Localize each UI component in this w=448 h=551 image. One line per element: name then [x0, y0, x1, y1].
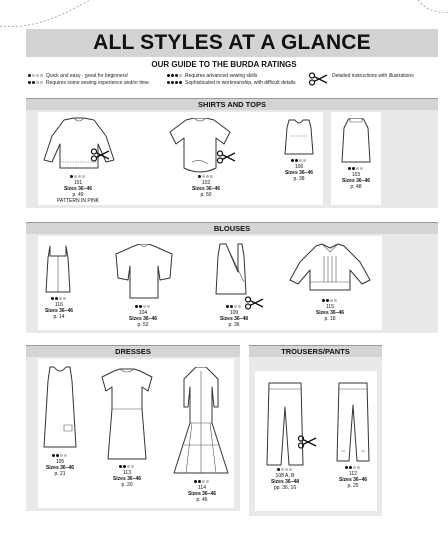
legend-item-5: Detailed instructions with illustrations [332, 73, 414, 79]
item-page: p. 25 [347, 483, 359, 489]
item-number: 116 [55, 302, 63, 308]
garment-109-illustration [210, 242, 252, 298]
item-sizes: Sizes 36–46 [112, 476, 142, 482]
rating-dots-icon [28, 73, 44, 79]
item-number: 101 [73, 180, 83, 186]
section-title: DRESSES [26, 345, 240, 357]
scissors-icon [308, 72, 328, 86]
section-blouses [26, 222, 438, 333]
legend-item-2: Requires some sewing experience and/or time [28, 80, 149, 86]
item-116-info [29, 296, 89, 320]
item-number: 114 [198, 485, 206, 491]
page-title: ALL STYLES AT A GLANCE [93, 31, 371, 54]
item-sizes: Sizes 36–46 [191, 186, 221, 192]
legend-item-1: Quick and easy - great for beginners! [28, 73, 128, 79]
garment-116-illustration [40, 244, 76, 296]
garment-106-illustration [279, 118, 319, 158]
section-trousers-pants [249, 345, 382, 516]
item-page: p. 48 [350, 184, 362, 190]
item-sizes: Sizes 36–48 [219, 316, 249, 322]
item-page: p. 20 [121, 482, 133, 488]
item-page: p. 36 [228, 322, 240, 328]
garment-115-illustration [288, 242, 372, 298]
scissors-icon [297, 435, 317, 449]
item-sizes: Sizes 36–46 [44, 308, 74, 314]
section-title: TROUSERS/PANTS [249, 345, 382, 357]
item-109-info [204, 304, 264, 328]
item-sizes: Sizes 36–46 [315, 310, 345, 316]
item-114-info [172, 479, 232, 503]
rating-dots-icon [167, 73, 183, 79]
section-title: SHIRTS AND TOPS [26, 98, 438, 110]
item-101-info [48, 174, 108, 204]
item-page: p. 50 [200, 192, 212, 198]
item-number: 112 [349, 471, 357, 477]
item-number: 104 [138, 310, 148, 316]
item-page: p. 49 [72, 192, 84, 198]
item-number: 115 [326, 304, 334, 310]
section-dresses [26, 345, 240, 511]
garment-108-illustration [265, 381, 305, 467]
item-number: 106 [294, 164, 304, 170]
item-page: p. 52 [137, 322, 149, 328]
item-number: 109 [229, 310, 239, 316]
section-shirts-and-tops [26, 98, 438, 208]
item-106-info [269, 158, 329, 182]
item-113-info [97, 464, 157, 488]
scissors-icon [90, 148, 110, 162]
garment-113-illustration [100, 367, 154, 463]
item-page: p. 18 [324, 316, 336, 322]
item-108-info [255, 467, 315, 491]
item-page: p. 21 [54, 471, 66, 477]
item-sizes: Sizes 36–46 [284, 170, 314, 176]
item-page: p. 38 [293, 176, 305, 182]
item-105-info [30, 453, 90, 477]
rating-dots-icon [167, 80, 183, 86]
item-number: 113 [123, 470, 131, 476]
garment-114-illustration [172, 367, 230, 479]
item-103-info [326, 166, 386, 190]
garment-102-illustration [166, 118, 234, 174]
garment-104-illustration [112, 244, 176, 302]
section-title: BLOUSES [26, 222, 438, 234]
item-sizes: Sizes 36–46 [338, 477, 368, 483]
item-page: pp. 36, 16 [273, 485, 297, 491]
item-sizes: Sizes 36–46 [128, 316, 158, 322]
item-sizes: Sizes 36–48 [270, 479, 300, 485]
guide-title: OUR GUIDE TO THE BURDA RATINGS [151, 60, 297, 69]
item-number: 102 [201, 180, 211, 186]
item-sizes: Sizes 36–46 [341, 178, 371, 184]
item-sizes: Sizes 36–46 [63, 186, 93, 192]
item-sizes: Sizes 36–46 [187, 491, 217, 497]
item-sizes: Sizes 36–46 [45, 465, 75, 471]
item-115-info [300, 298, 360, 322]
legend-item-4: Sophisticated in workmanship, with difficult details [167, 80, 296, 86]
item-112-info [323, 465, 383, 489]
item-number: 108 A, B [275, 473, 295, 479]
garment-103-illustration [336, 118, 376, 166]
item-number: 103 [351, 172, 361, 178]
item-page: p. 46 [196, 497, 208, 503]
item-page: p. 14 [53, 314, 65, 320]
garment-112-illustration [333, 381, 373, 467]
garment-105-illustration [40, 365, 80, 451]
item-104-info [113, 304, 173, 328]
garment-101-illustration [40, 116, 116, 172]
rating-dots-icon [28, 80, 44, 86]
legend-item-3: Requires advanced sewing skills [167, 73, 257, 79]
scissors-icon [216, 150, 236, 164]
item-note: PATTERN IN PINK [56, 198, 100, 204]
item-102-info [176, 174, 236, 198]
item-number: 105 [55, 459, 65, 465]
